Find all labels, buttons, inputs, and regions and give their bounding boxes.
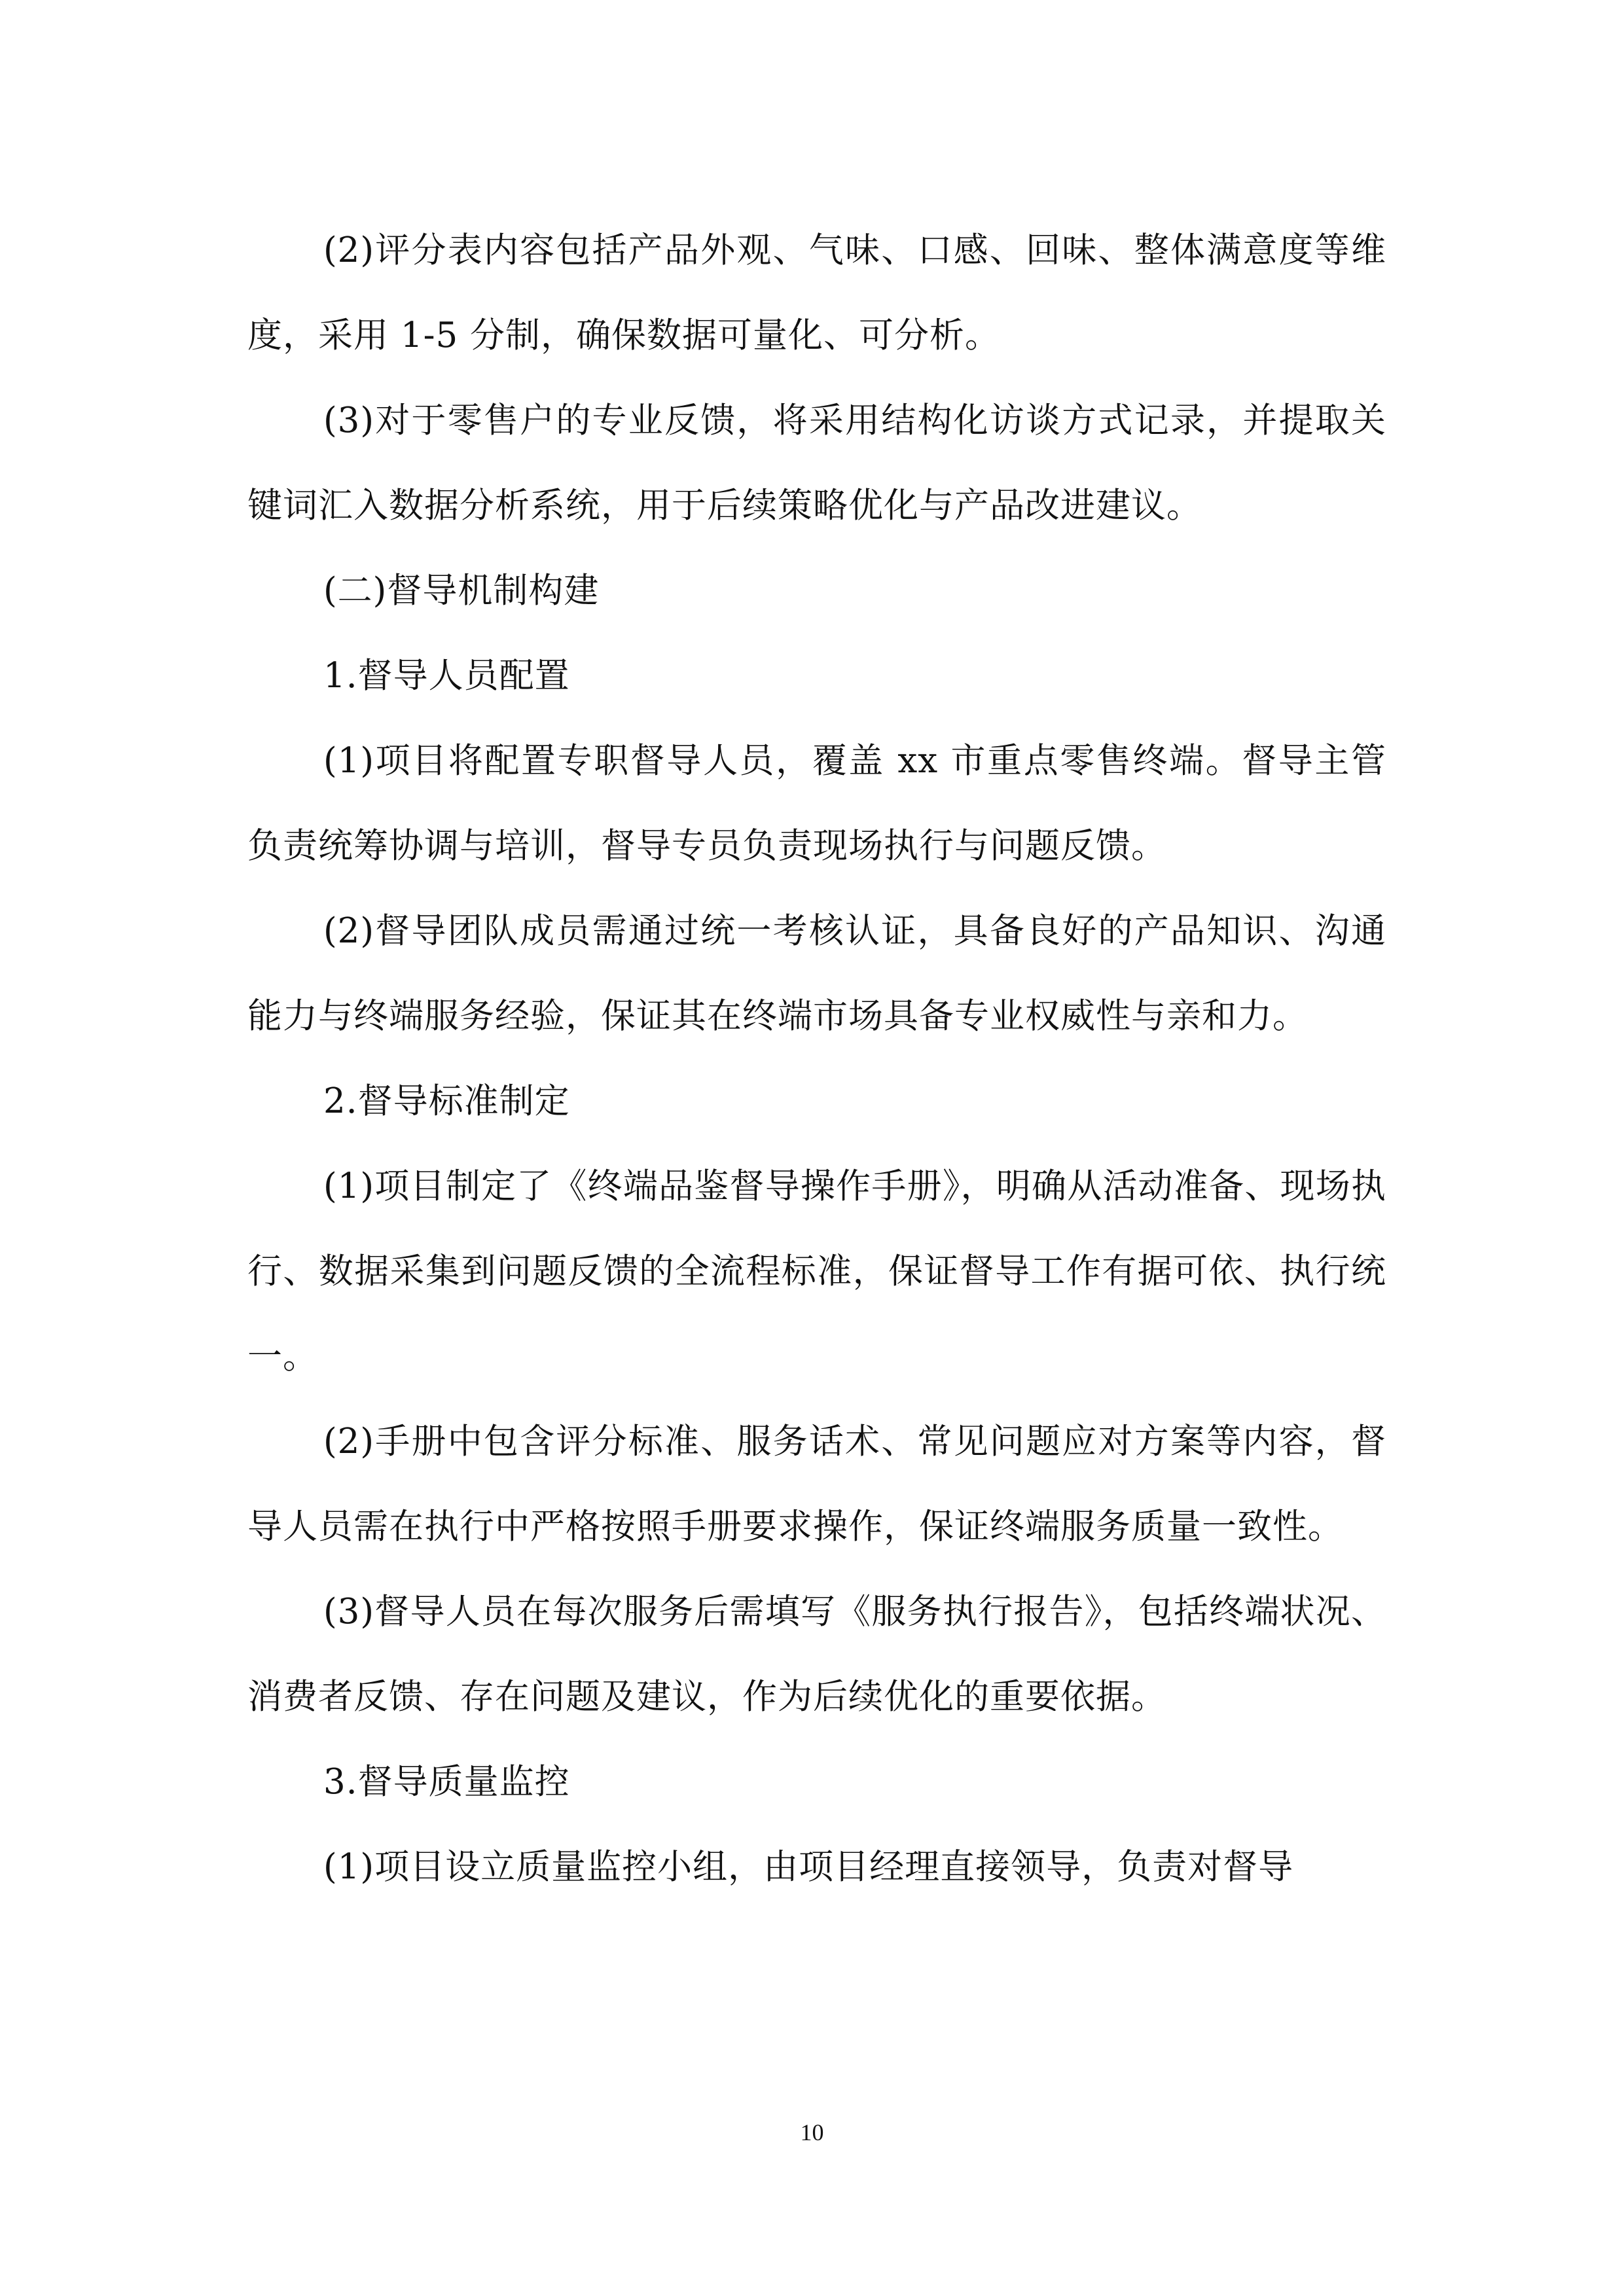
paragraph-retailer-feedback: (3)对于零售户的专业反馈，将采用结构化访谈方式记录，并提取关键词汇入数据分析系统，用于后续策略优化与产品改进建议。 — [247, 401, 1386, 526]
paragraph-staff-allocation-2: (2)督导团队成员需通过统一考核认证，具备良好的产品知识、沟通能力与终端服务经验，保证其在终端市场具备专业权威性与亲和力。 — [247, 911, 1386, 1036]
subsection-heading-standards: 2.督导标准制定 — [323, 1081, 570, 1121]
page-number: 10 — [800, 2119, 824, 2145]
document-body — [247, 208, 1386, 1910]
paragraph-scoring-form: (2)评分表内容包括产品外观、气味、口感、回味、整体满意度等维度，采用 1-5 分制，确保数据可量化、可分析。 — [247, 230, 1386, 355]
section-heading-supervision-mechanism: (二)督导机制构建 — [323, 571, 600, 611]
subsection-heading-quality-monitoring: 3.督导质量监控 — [323, 1762, 570, 1802]
paragraph-standards-2: (2)手册中包含评分标准、服务话术、常见问题应对方案等内容，督导人员需在执行中严格按照手册要求操作，保证终端服务质量一致性。 — [247, 1422, 1386, 1547]
paragraph-standards-3: (3)督导人员在每次服务后需填写《服务执行报告》，包括终端状况、消费者反馈、存在问题及建议，作为后续优化的重要依据。 — [247, 1592, 1386, 1717]
subsection-heading-staff-allocation: 1.督导人员配置 — [323, 656, 570, 696]
paragraph-standards-1: (1)项目制定了《终端品鉴督导操作手册》，明确从活动准备、现场执行、数据采集到问题反馈的全流程标准，保证督导工作有据可依、执行统一。 — [247, 1166, 1386, 1376]
paragraph-staff-allocation-1: (1)项目将配置专职督导人员，覆盖 xx 市重点零售终端。督导主管负责统筹协调与培训，督导专员负责现场执行与问题反馈。 — [247, 741, 1386, 866]
paragraph-quality-monitoring-1: (1)项目设立质量监控小组，由项目经理直接领导，负责对督导 — [323, 1847, 1294, 1887]
